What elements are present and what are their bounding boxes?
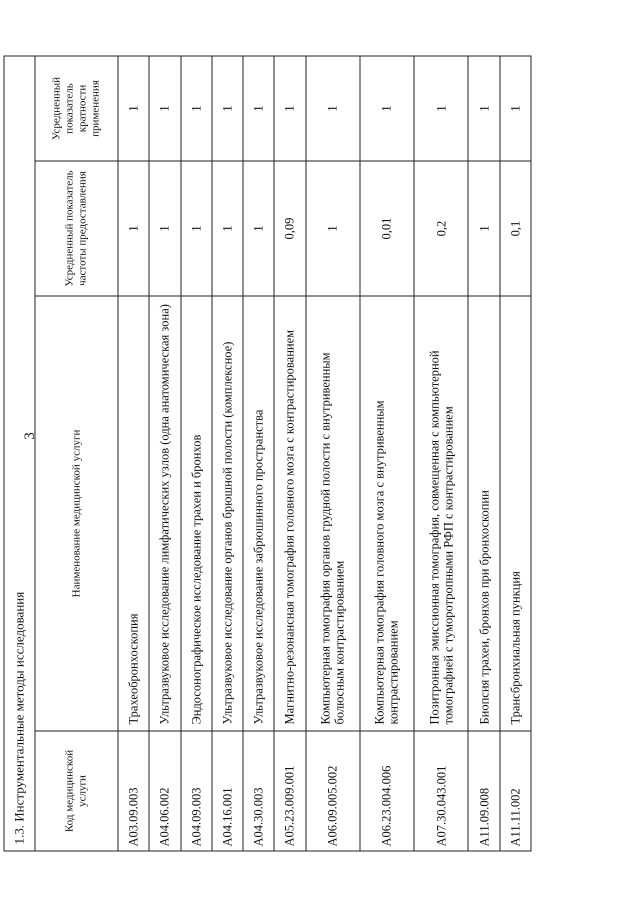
table-row [243,56,274,851]
cell-frequency: 0,2 [414,161,468,296]
cell-name: Компьютерная томография органов грудной полости с внутривенным болюсным контрастированием [306,296,360,731]
table-row [500,56,531,851]
cell-code: A04.16.001 [212,731,243,851]
cell-name: Компьютерная томография головного мозга с внутривенным контрастированием [360,296,414,731]
services-table-container [4,57,532,852]
cell-multiplicity: 1 [212,56,243,161]
cell-multiplicity: 1 [149,56,180,161]
cell-code: A11.09.008 [468,731,499,851]
cell-frequency: 1 [181,161,212,296]
table-row [468,56,499,851]
table-row [212,56,243,851]
cell-multiplicity: 1 [414,56,468,161]
cell-frequency: 1 [212,161,243,296]
table-row [306,56,360,851]
cell-code: A04.09.003 [181,731,212,851]
cell-multiplicity: 1 [274,56,305,161]
table-row [149,56,180,851]
table-row [360,56,414,851]
header-multiplicity: Усредненный показатель кратности применения [35,56,118,161]
header-name: Наименование медицинской услуги [35,296,118,731]
header-frequency: Усредненный показатель частоты предоставления [35,161,118,296]
cell-multiplicity: 1 [360,56,414,161]
cell-frequency: 0,09 [274,161,305,296]
cell-name: Эндосонографическое исследование трахеи и бронхов [181,296,212,731]
cell-frequency: 1 [118,161,149,296]
cell-code: A03.09.003 [118,731,149,851]
cell-frequency: 1 [306,161,360,296]
section-row [4,56,35,851]
section-title: 1.3. Инструментальные методы исследования [4,56,35,851]
cell-name: Трахеобронхоскопия [118,296,149,731]
cell-name: Ультразвуковое исследование забрюшинного пространства [243,296,274,731]
cell-multiplicity: 1 [243,56,274,161]
cell-multiplicity: 1 [181,56,212,161]
cell-name: Позитронная эмиссионная томография, совмещенная с компьютерной томографией с туморотропными РФП с контрастированием [414,296,468,731]
table-row [274,56,305,851]
page-number: 3 [22,432,38,440]
cell-frequency: 1 [468,161,499,296]
table-row [181,56,212,851]
cell-name: Ультразвуковое исследование лимфатических узлов (одна анатомическая зона) [149,296,180,731]
table-row [414,56,468,851]
header-row [35,56,118,851]
cell-multiplicity: 1 [500,56,531,161]
cell-name: Магнитно-резонансная томография головного мозга с контрастированием [274,296,305,731]
cell-multiplicity: 1 [118,56,149,161]
cell-frequency: 0,01 [360,161,414,296]
cell-name: Биопсия трахеи, бронхов при бронхоскопии [468,296,499,731]
cell-name: Ультразвуковое исследование органов брюшной полости (комплексное) [212,296,243,731]
table-row [118,56,149,851]
cell-frequency: 1 [243,161,274,296]
cell-multiplicity: 1 [468,56,499,161]
table-body [4,56,531,851]
cell-code: A06.09.005.002 [306,731,360,851]
cell-multiplicity: 1 [306,56,360,161]
cell-frequency: 1 [149,161,180,296]
services-table [4,55,532,851]
cell-frequency: 0,1 [500,161,531,296]
cell-name: Трансбронхиальная пункция [500,296,531,731]
cell-code: A04.06.002 [149,731,180,851]
cell-code: A07.30.043.001 [414,731,468,851]
cell-code: A04.30.003 [243,731,274,851]
cell-code: A06.23.004.006 [360,731,414,851]
cell-code: A05.23.009.001 [274,731,305,851]
cell-code: A11.11.002 [500,731,531,851]
header-code: Код медицинской услуги [35,731,118,851]
